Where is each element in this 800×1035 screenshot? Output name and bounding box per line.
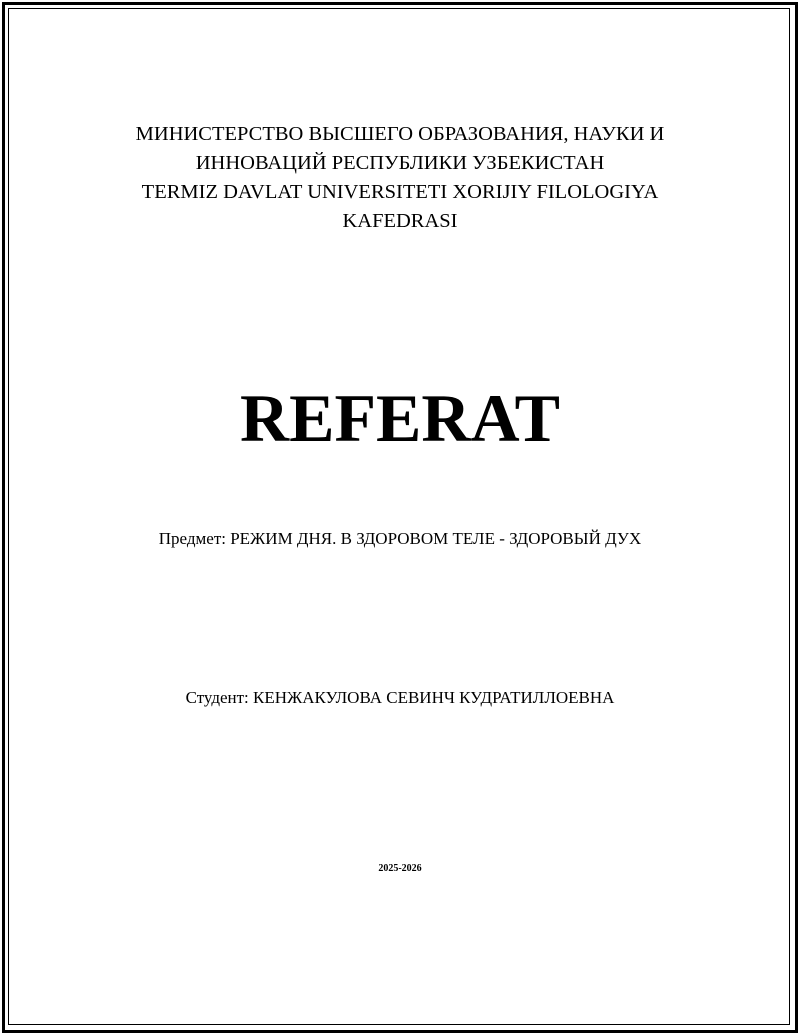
header-line-department: KAFEDRASI bbox=[342, 210, 458, 232]
student-line: Студент: КЕНЖАКУЛОВА СЕВИНЧ КУДРАТИЛЛОЕВНА bbox=[185, 688, 615, 707]
subject-line: Предмет: РЕЖИМ ДНЯ. В ЗДОРОВОМ ТЕЛЕ - ЗДОРОВЫЙ ДУХ bbox=[158, 529, 642, 548]
header-line-republic: ИННОВАЦИЙ РЕСПУБЛИКИ УЗБЕКИСТАН bbox=[195, 152, 605, 174]
academic-year: 2025-2026 bbox=[378, 863, 422, 874]
document-title: REFERAT bbox=[240, 380, 560, 456]
header-line-university: TERMIZ DAVLAT UNIVERSITETI XORIJIY FILOLOGIYA bbox=[141, 181, 659, 203]
institution-header bbox=[0, 120, 800, 236]
header-line-ministry: МИНИСТЕРСТВО ВЫСШЕГО ОБРАЗОВАНИЯ, НАУКИ И bbox=[135, 123, 665, 145]
